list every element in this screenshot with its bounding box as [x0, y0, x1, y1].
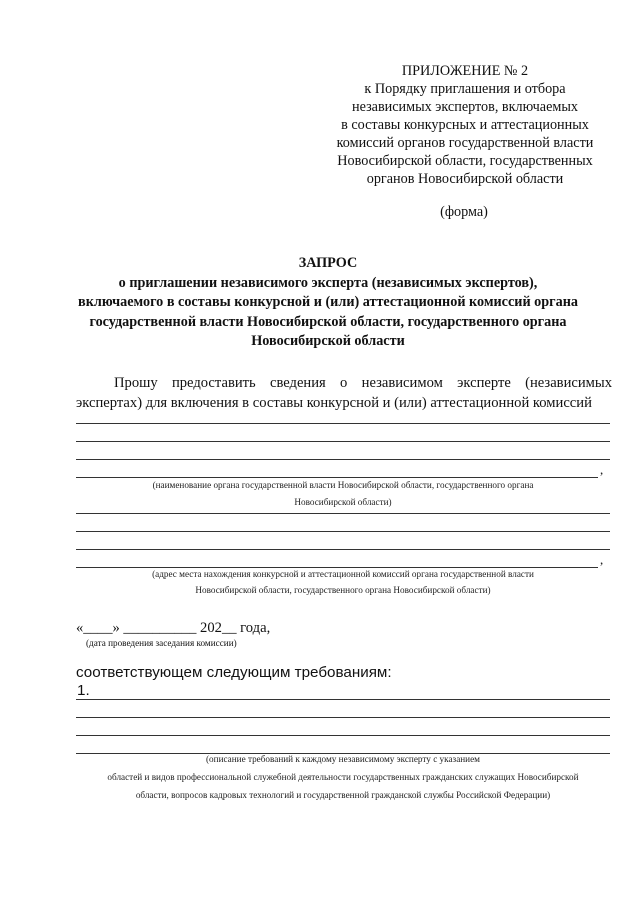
address-comma: , — [600, 552, 604, 567]
request-paragraph-line-1: Прошу предоставить сведения о независимом эксперте (независимых — [114, 375, 612, 391]
address-caption: Новосибирской области, государственного органа Новосибирской области) — [195, 585, 491, 595]
document-title — [40, 254, 616, 352]
organ-name-caption: (наименование органа государственной власти Новосибирской области, государственного органа — [152, 480, 534, 490]
requirements-caption: областей и видов профессиональной служебной деятельности государственных гражданских служащих Новосибирской — [107, 772, 579, 782]
appendix-line: в составы конкурсных и аттестационных — [341, 117, 589, 133]
address-line[interactable] — [76, 513, 610, 514]
title-line: включаемого в составы конкурсной и (или) аттестационной комиссий органа — [78, 294, 578, 310]
organ-name-line[interactable] — [76, 441, 610, 442]
requirements-intro: соответствующем следующим требованиям: — [76, 664, 392, 681]
organ-name-line[interactable] — [76, 423, 610, 424]
address-line[interactable] — [76, 531, 610, 532]
appendix-line: Новосибирской области, государственных — [337, 153, 593, 169]
requirement-number: 1. — [77, 682, 90, 699]
address-caption: (адрес места нахождения конкурсной и аттестационной комиссий органа государственной власти — [152, 569, 534, 579]
request-paragraph-line-2: экспертах) для включения в составы конкурсной и (или) аттестационной комиссий — [76, 395, 592, 411]
appendix-line: комиссий органов государственной власти — [336, 135, 594, 151]
requirement-line[interactable] — [76, 735, 610, 736]
title-line: государственной власти Новосибирской области, государственного органа — [89, 313, 567, 330]
organ-name-line[interactable] — [76, 459, 610, 460]
requirements-caption: (описание требований к каждому независимому эксперту с указанием — [206, 754, 480, 764]
requirements-caption: области, вопросов кадровых технологий и государственной гражданской службы Российской Федерации) — [135, 790, 551, 800]
title-line: Новосибирской области — [251, 333, 405, 349]
appendix-block — [306, 62, 624, 188]
address-line[interactable] — [76, 549, 610, 550]
title-line: о приглашении независимого эксперта (независимых экспертов), — [118, 274, 538, 291]
requirement-line[interactable] — [76, 699, 610, 700]
organ-name-comma: , — [600, 462, 604, 477]
title-heading: ЗАПРОС — [298, 255, 358, 271]
appendix-line: независимых экспертов, включаемых — [352, 99, 578, 115]
appendix-title: ПРИЛОЖЕНИЕ № 2 — [401, 63, 529, 79]
requirement-line[interactable] — [76, 717, 610, 718]
form-label: (форма) — [440, 204, 488, 220]
meeting-date-field[interactable]: «____» __________ 202__ года, — [76, 620, 271, 636]
organ-name-caption: Новосибирской области) — [294, 497, 392, 507]
meeting-date-caption: (дата проведения заседания комиссии) — [86, 638, 237, 648]
appendix-line: органов Новосибирской области — [366, 171, 564, 187]
appendix-line: к Порядку приглашения и отбора — [364, 81, 566, 97]
